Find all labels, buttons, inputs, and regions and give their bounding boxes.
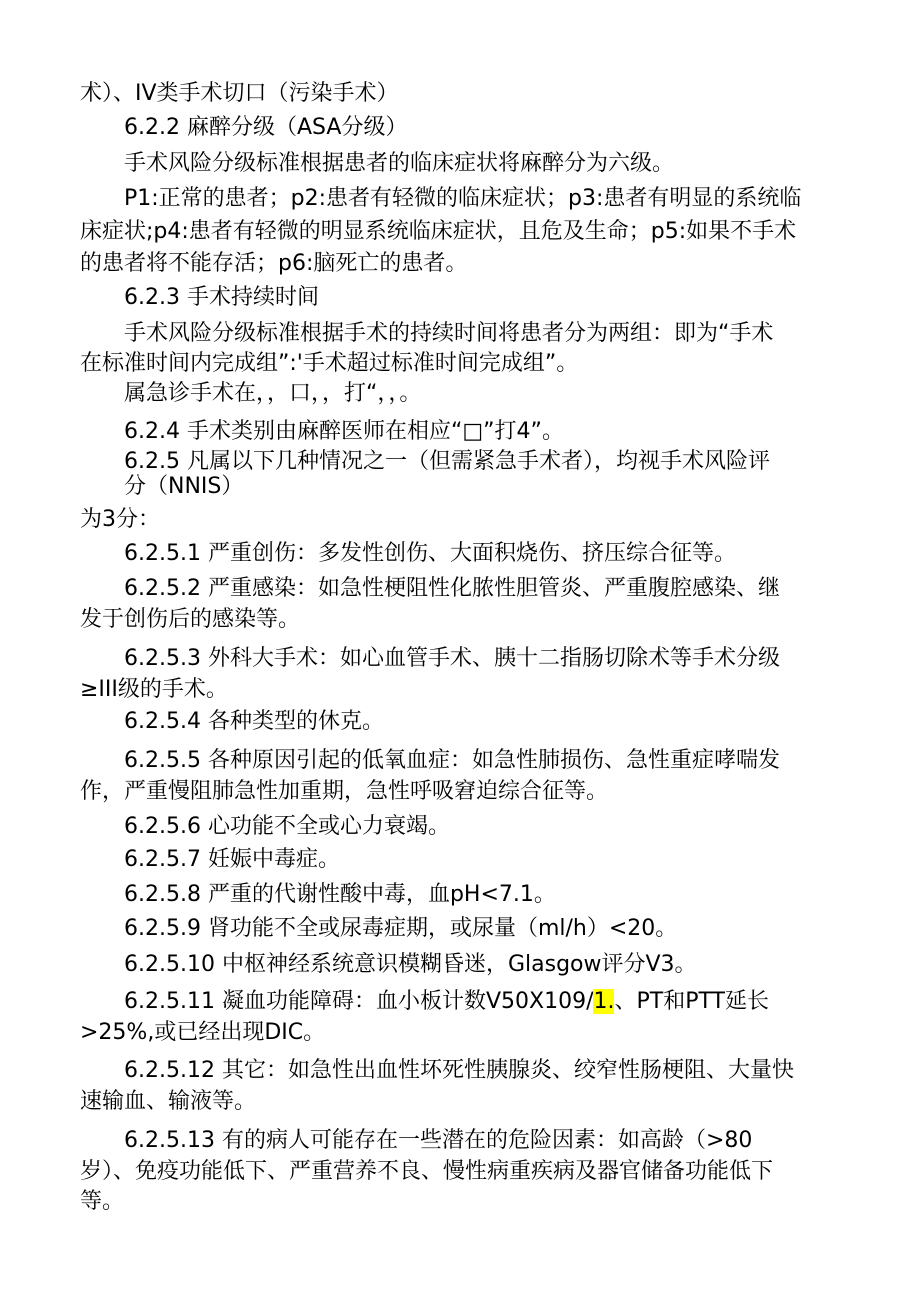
text-line: 手术风险分级标准根据手术的持续时间将患者分为两组：即为“手术 — [124, 321, 774, 346]
text-line: 术）、IV类手术切口（污染手术） — [80, 81, 399, 106]
text-line: 速输血、输液等。 — [80, 1089, 257, 1114]
list-item: 6.2.5.1 严重创伤：多发性创伤、大面积烧伤、挤压综合征等。 — [124, 541, 736, 566]
text-line: P1:正常的患者；p2:患者有轻微的临床症状；p3:患者有明显的系统临 — [124, 186, 802, 211]
text-line: ≥III级的手术。 — [80, 677, 228, 702]
list-item: 6.2.5.5 各种原因引起的低氧血症：如急性肺损伤、急性重症哮喘发 — [124, 748, 780, 773]
list-item: 6.2.5.12 其它：如急性出血性坏死性胰腺炎、绞窄性肠梗阻、大量快 — [124, 1058, 794, 1083]
section-heading: 6.2.4 手术类别由麻醉医师在相应“□”打4”。 — [124, 419, 564, 444]
text-segment: 6.2.5.11 凝血功能障碍：血小板计数V50X109/ — [124, 989, 594, 1014]
list-item: 6.2.5.6 心功能不全或心力衰竭。 — [124, 814, 450, 839]
section-heading: 6.2.5 凡属以下几种情况之一（但需紧急手术者），均视手术风险评 — [124, 449, 770, 474]
text-line: 分（NNIS） — [124, 474, 244, 499]
text-line: 手术风险分级标准根据患者的临床症状将麻醉分为六级。 — [124, 151, 675, 176]
text-line: 等。 — [80, 1189, 125, 1214]
list-item: 6.2.5.7 妊娠中毒症。 — [124, 847, 340, 872]
text-line: 在标准时间内完成组”:'手术超过标准时间完成组”。 — [80, 351, 579, 376]
section-heading: 6.2.3 手术持续时间 — [124, 285, 319, 310]
highlighted-text: 1. — [593, 989, 615, 1014]
text-line: 发于创伤后的感染等。 — [80, 607, 301, 632]
text-line: 为3分： — [80, 507, 160, 532]
list-item: 6.2.5.13 有的病人可能存在一些潜在的危险因素：如高龄（>80 — [124, 1128, 753, 1153]
list-item: 6.2.5.9 肾功能不全或尿毒症期，或尿量（ml/h）<20。 — [124, 916, 678, 941]
list-item: 6.2.5.3 外科大手术：如心血管手术、胰十二指肠切除术等手术分级 — [124, 646, 780, 671]
list-item: 6.2.5.10 中枢神经系统意识模糊昏迷，Glasgow评分V3。 — [124, 952, 697, 977]
list-item: 6.2.5.8 严重的代谢性酸中毒，血pH<7.1。 — [124, 882, 556, 907]
text-line: >25%,或已经出现DIC。 — [80, 1020, 326, 1045]
text-line: 属急诊手术在，，口，，打“，，。 — [124, 381, 422, 406]
list-item — [124, 988, 769, 1016]
list-item: 6.2.5.4 各种类型的休克。 — [124, 709, 384, 734]
text-line: 床症状;p4:患者有轻微的明显系统临床症状，且危及生命；p5:如果不手术 — [80, 219, 797, 244]
text-line: 的患者将不能存活；p6:脑死亡的患者。 — [80, 251, 468, 276]
list-item: 6.2.5.2 严重感染：如急性梗阻性化脓性胆管炎、严重腹腔感染、继 — [124, 576, 780, 601]
text-line: 作，严重慢阻肺急性加重期，急性呼吸窘迫综合征等。 — [80, 779, 609, 804]
text-segment: 、PT和PTT延长 — [614, 989, 769, 1014]
text-line: 岁）、免疫功能低下、严重营养不良、慢性病重疾病及器官储备功能低下 — [80, 1159, 774, 1184]
section-heading: 6.2.2 麻醉分级（ASA分级） — [124, 115, 408, 140]
